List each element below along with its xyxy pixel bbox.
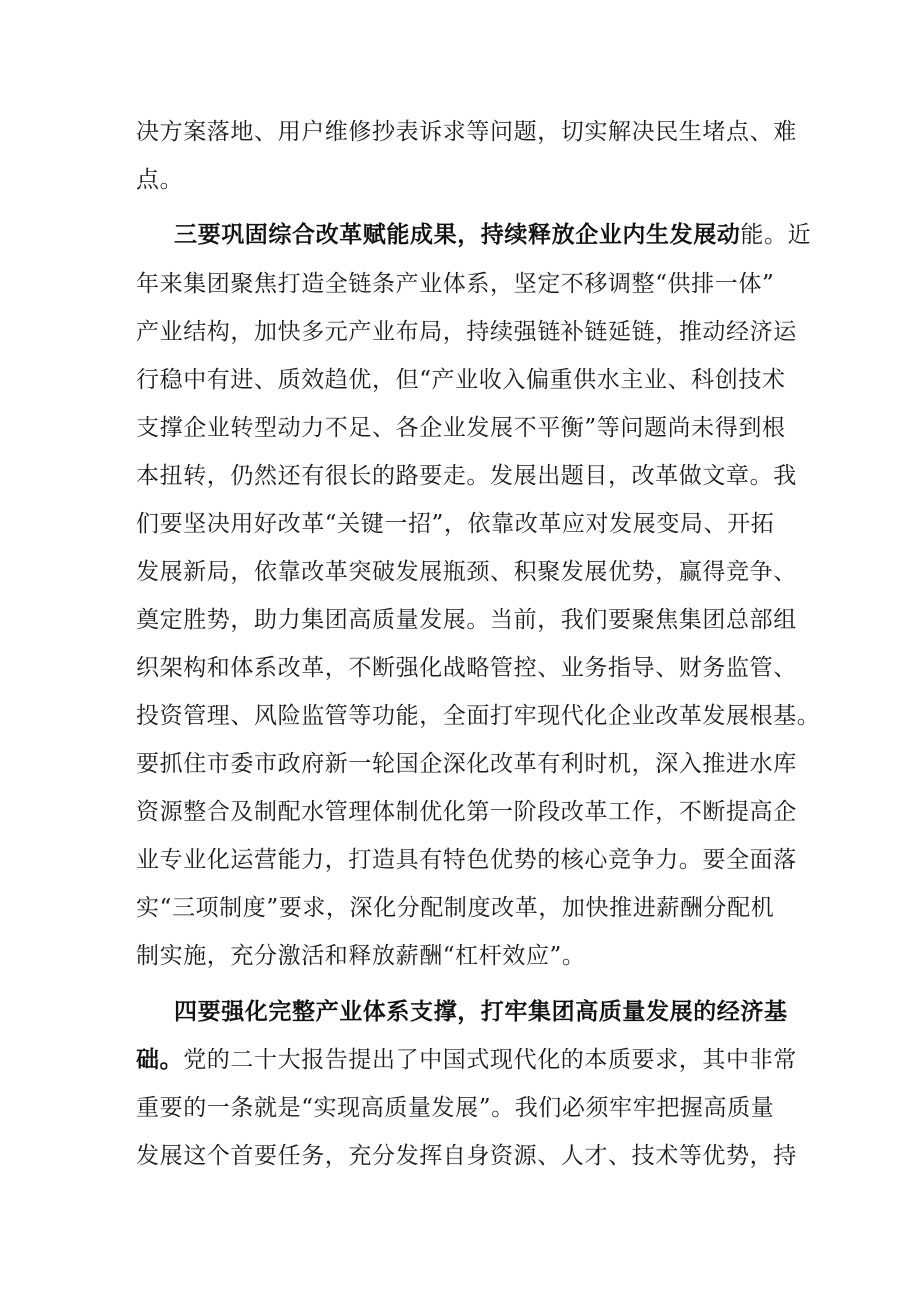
text-line: 产业结构，加快多元产业布局，持续强链补链延链，推动经济运 (136, 319, 797, 345)
text-line: 资源整合及制配水管理体制优化第一阶段改革工作，不断提高企 (136, 799, 797, 825)
text-line: 业专业化运营能力，打造具有特色优势的核心竞争力。要全面落 (136, 847, 797, 873)
text-line: 础。党的二十大报告提出了中国式现代化的本质要求，其中非常 (136, 1046, 797, 1073)
section-heading-line: 四要强化完整产业体系支撑，打牢集团高质量发展的经济基 (174, 998, 788, 1025)
section-heading-line: 三要巩固综合改革赋能成果，持续释放企业内生发展动能。近 (174, 221, 812, 248)
text-line: 发展这个首要任务，充分发挥自身资源、人才、技术等优势，持 (136, 1143, 797, 1169)
text-line: 发展新局，依靠改革突破发展瓶颈、积聚发展优势，赢得竞争、 (136, 559, 797, 585)
text-line: 支撑企业转型动力不足、各企业发展不平衡”等问题尚未得到根 (136, 415, 786, 441)
text-line: 投资管理、风险监管等功能，全面打牢现代化企业改革发展根基。 (136, 703, 821, 729)
text-line: 点。 (136, 167, 184, 193)
text-line: 年来集团聚焦打造全链条产业体系，坚定不移调整“供排一体” (136, 271, 775, 297)
text-line: 实“三项制度”要求，深化分配制度改革，加快推进薪酬分配机 (136, 895, 775, 921)
text-line: 重要的一条就是“实现高质量发展”。我们必须牢牢把握高质量 (136, 1095, 775, 1121)
text-line: 要抓住市委市政府新一轮国企深化改革有利时机，深入推进水库 (136, 751, 797, 777)
text-line: 奠定胜势，助力集团高质量发展。当前，我们要聚焦集团总部组 (136, 607, 797, 633)
text-line: 织架构和体系改革，不断强化战略管控、业务指导、财务监管、 (136, 655, 797, 681)
text-line: 制实施，充分激活和释放薪酬“杠杆效应”。 (136, 943, 586, 969)
text-line: 本扭转，仍然还有很长的路要走。发展出题目，改革做文章。我 (136, 463, 797, 489)
text-line: 行稳中有进、质效趋优，但“产业收入偏重供水主业、科创技术 (136, 367, 786, 393)
text-line: 决方案落地、用户维修抄表诉求等问题，切实解决民生堵点、难 (136, 119, 797, 145)
text-line: 们要坚决用好改革“关键一招”，依靠改革应对发展变局、开拓 (136, 511, 775, 537)
